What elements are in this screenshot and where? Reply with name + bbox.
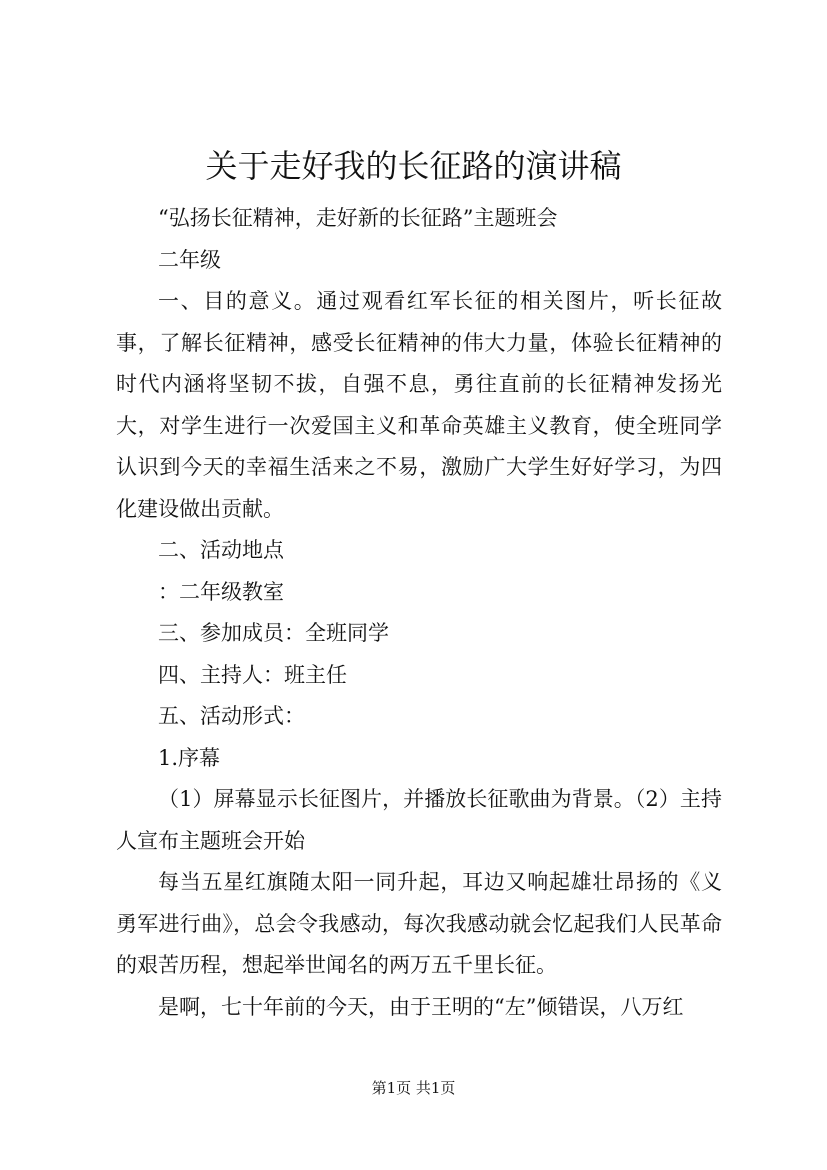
document-title: 关于走好我的长征路的演讲稿 xyxy=(205,147,622,185)
paragraph-location-heading: 二、活动地点 xyxy=(158,538,284,562)
paragraph-participants: 三、参加成员：全班同学 xyxy=(158,621,389,645)
paragraph-subtitle: “弘扬长征精神，走好新的长征路”主题班会 xyxy=(158,206,558,230)
paragraph-prelude: 1.序幕 xyxy=(158,745,221,770)
paragraph-purpose: 一、目的意义。通过观看红军长征的相关图片，听长征故事，了解长征精神，感受长征精神的伟大力量，体验长征精神的时代内涵将坚韧不拔，自强不息，勇往直前的长征精神发扬光大，对学生进行一次爱国主义和革命英雄主义教育，使全班同学认识到今天的幸福生活来之不易，激励广大学生好好学习，为四化建设做出贡献。 xyxy=(116,289,722,521)
paragraph-location: ：二年级教室 xyxy=(158,579,284,604)
paragraph-history: 是啊，七十年前的今天，由于王明的“左”倾错误，八万红 xyxy=(158,994,684,1019)
paragraph-host: 四、主持人：班主任 xyxy=(158,662,347,687)
paragraph-format: 五、活动形式： xyxy=(158,704,305,728)
paragraph-prelude-steps: （1）屏幕显示长征图片，并播放长征歌曲为背景。（2）主持人宣布主题班会开始 xyxy=(116,787,722,853)
document-body xyxy=(116,198,722,1028)
page-footer: 第1页 共1页 xyxy=(371,1079,456,1097)
paragraph-grade: 二年级 xyxy=(158,247,221,272)
paragraph-flag: 每当五星红旗随太阳一同升起，耳边又响起雄壮昂扬的《义勇军进行曲》，总会令我感动，每次我感动就会忆起我们人民革命的艰苦历程，想起举世闻名的两万五千里长征。 xyxy=(116,870,722,977)
